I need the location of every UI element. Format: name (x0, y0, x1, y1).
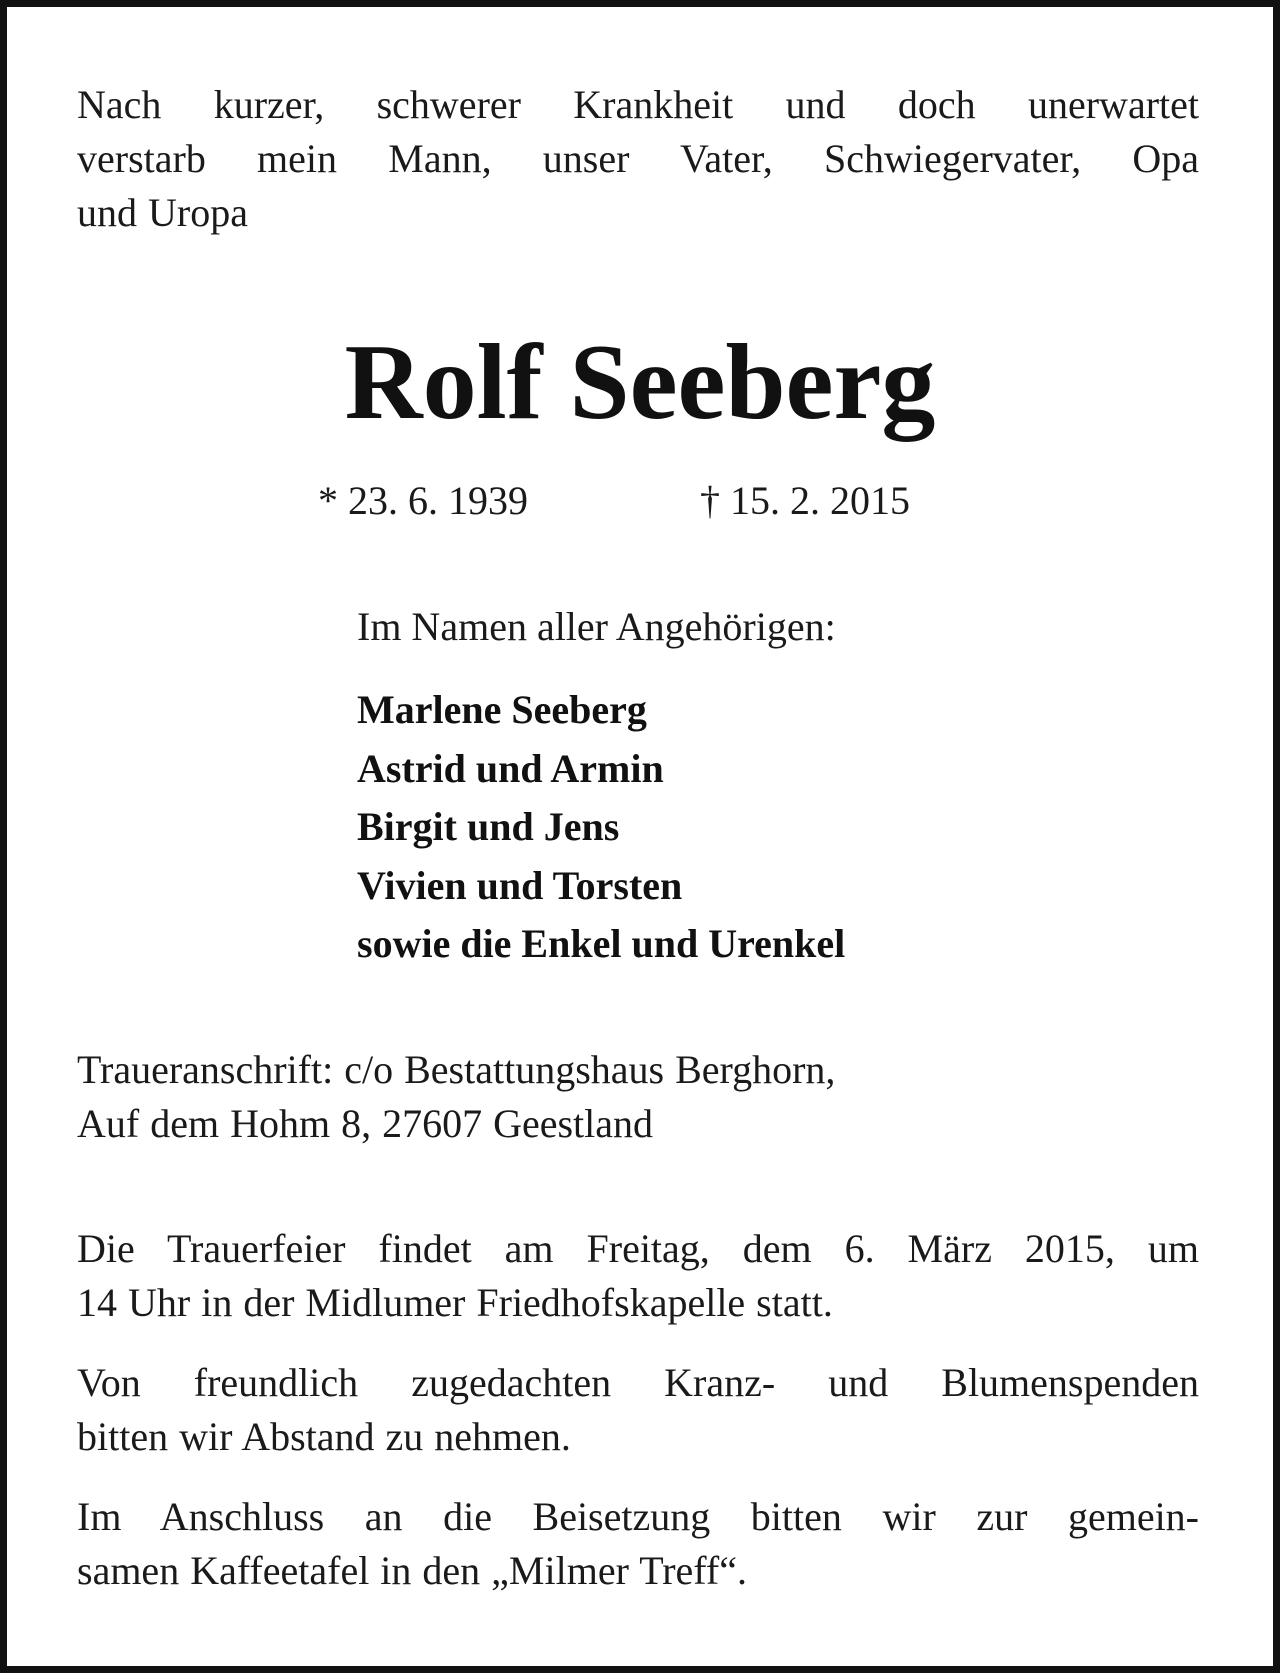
intro-line: und Uropa (77, 190, 248, 235)
mourner-name: sowie die Enkel und Urenkel (357, 921, 846, 966)
flowers-line: Von freundlich zugedachten Kranz- und Blumenspenden (77, 1360, 1199, 1405)
flowers-line: bitten wir Abstand zu nehmen. (77, 1414, 571, 1459)
ceremony-line: Die Trauerfeier findet am Freitag, dem 6. März 2015, um (77, 1226, 1199, 1271)
mourner-name: Astrid und Armin (357, 745, 664, 791)
mourner-name: Marlene Seeberg (357, 687, 647, 732)
intro-line: Nach kurzer, schwerer Krankheit und doch unerwartet (77, 82, 1199, 127)
intro-line: verstarb mein Mann, unser Vater, Schwiegervater, Opa (77, 136, 1199, 181)
ceremony-paragraph (77, 1222, 1199, 1330)
address-line: Traueranschrift: c/o Bestattungshaus Berghorn, (77, 1047, 836, 1092)
ceremony-line: 14 Uhr in der Midlumer Friedhofskapelle statt. (77, 1280, 833, 1325)
coffee-paragraph (77, 1490, 1199, 1598)
mourners-list (357, 681, 845, 974)
deceased-name: Rolf Seeberg (344, 323, 936, 442)
mourner-name: Birgit und Jens (357, 804, 620, 849)
flowers-paragraph (77, 1356, 1199, 1464)
intro-paragraph (77, 78, 1199, 240)
birth-date: * 23. 6. 1939 (318, 478, 528, 523)
mourner-name: Vivien und Torsten (357, 862, 683, 908)
coffee-line: samen Kaffeetafel in den „Milmer Treff“. (77, 1548, 747, 1593)
death-date: † 15. 2. 2015 (700, 478, 910, 523)
mourners-intro: Im Namen aller Angehörigen: (357, 604, 836, 649)
mourning-address (77, 1043, 1199, 1151)
coffee-line: Im Anschluss an die Beisetzung bitten wir zur gemein- (77, 1494, 1199, 1539)
address-line: Auf dem Hohm 8, 27607 Geestland (77, 1101, 654, 1146)
